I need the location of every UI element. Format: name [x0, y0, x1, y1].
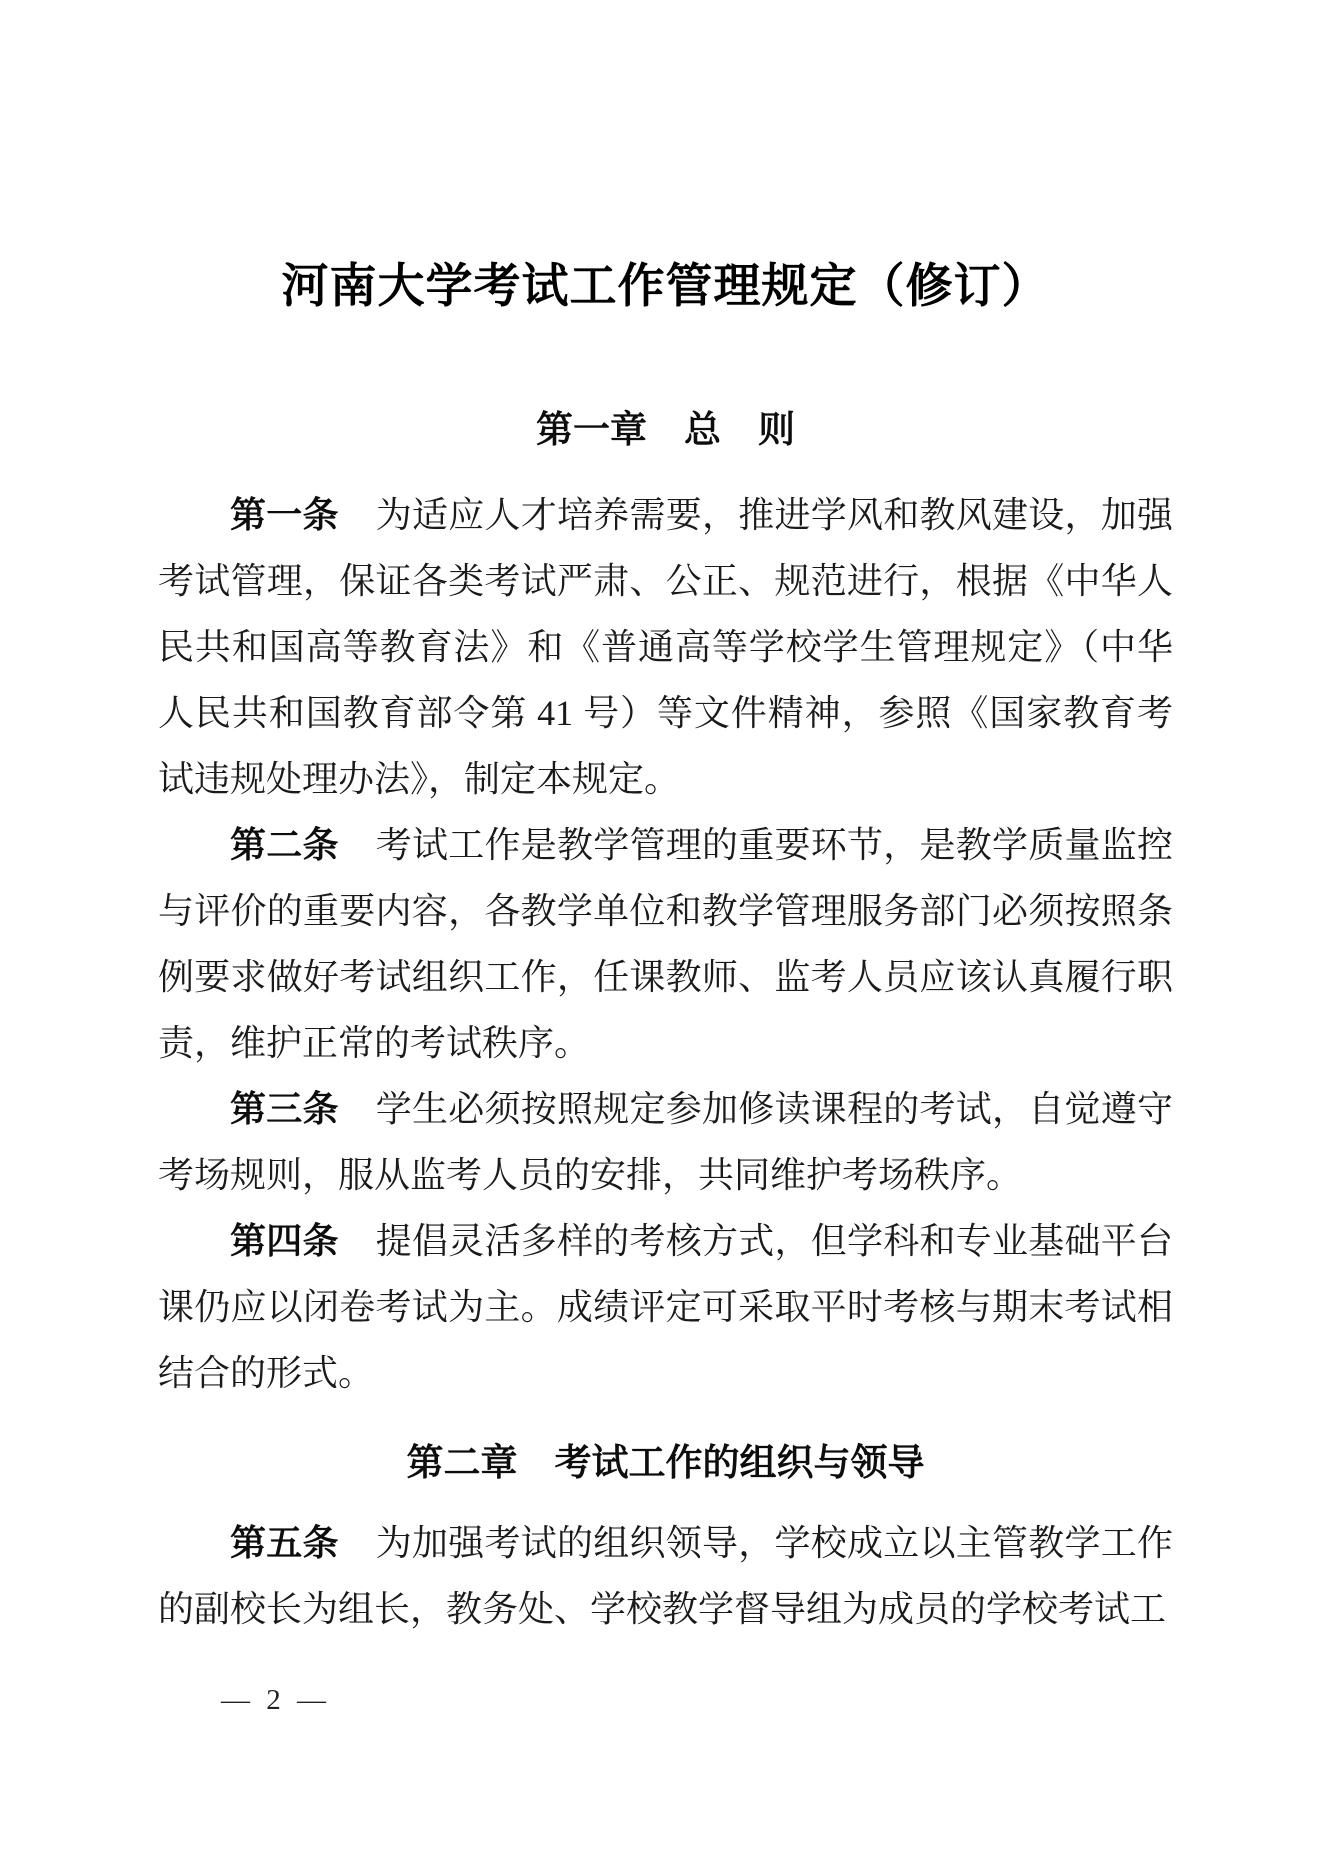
chapter-2-body [158, 1510, 1173, 1642]
article-2 [158, 812, 1173, 1076]
article-3 [158, 1076, 1173, 1208]
article-1 [158, 482, 1173, 812]
article-3-text: 学生必须按照规定参加修读课程的考试，自觉遵守考场规则，服从监考人员的安排，共同维护考场秩序。 [158, 1089, 1173, 1195]
article-4-label: 第四条 [230, 1220, 339, 1261]
article-2-text: 考试工作是教学管理的重要环节，是教学质量监控与评价的重要内容，各教学单位和教学管理服务部门必须按照条例要求做好考试组织工作，任课教师、监考人员应该认真履行职责，维护正常的考试秩序。 [158, 825, 1173, 1063]
chapter-1-heading: 第一章 总 则 [536, 409, 795, 450]
article-3-label: 第三条 [230, 1088, 339, 1129]
article-4-text: 提倡灵活多样的考核方式，但学科和专业基础平台课仍应以闭卷考试为主。成绩评定可采取平时考核与期末考试相结合的形式。 [158, 1221, 1173, 1393]
article-5-label: 第五条 [230, 1522, 339, 1563]
article-5 [158, 1510, 1173, 1642]
page-number: — 2 — [221, 1684, 326, 1716]
article-1-text: 为适应人才培养需要，推进学风和教风建设，加强考试管理，保证各类考试严肃、公正、规范进行，根据《中华人民共和国高等教育法》和《普通高等学校学生管理规定》（中华人民共和国教育部令第 41 号）等文件精神，参照《国家教育考试违规处理办法》，制定本规定。 [158, 495, 1173, 799]
chapter-2-heading: 第二章 考试工作的组织与领导 [406, 1442, 925, 1483]
document-title: 河南大学考试工作管理规定（修订） [281, 259, 1050, 312]
article-5-text: 为加强考试的组织领导，学校成立以主管教学工作的副校长为组长，教务处、学校教学督导组为成员的学校考试工 [158, 1523, 1173, 1629]
article-1-label: 第一条 [230, 494, 339, 535]
article-2-label: 第二条 [230, 824, 339, 865]
article-4 [158, 1208, 1173, 1406]
chapter-1-body [158, 482, 1173, 1406]
